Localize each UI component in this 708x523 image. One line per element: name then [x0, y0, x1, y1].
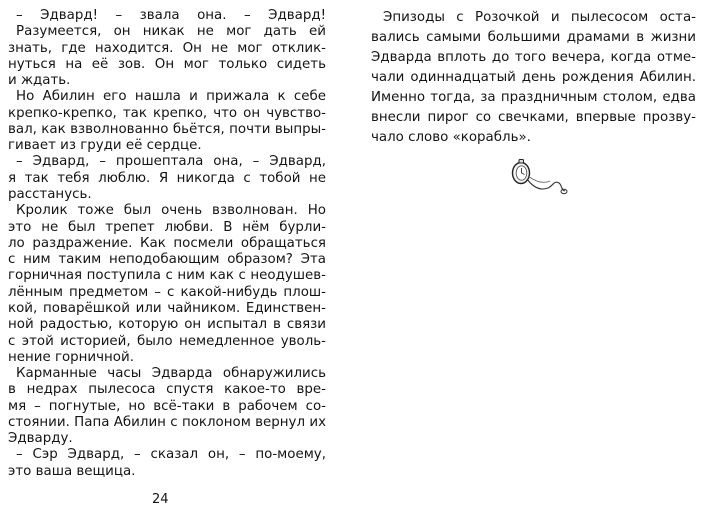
page-number: 24	[152, 492, 169, 507]
text-line: и ждать.	[8, 73, 71, 89]
text-line: с этой историей, было немедленное уволь-	[8, 333, 326, 349]
pocket-watch-icon	[506, 156, 574, 198]
text-line: чало слово «корабль».	[371, 130, 531, 145]
text-line: Кролик тоже был очень взволнован. Но	[16, 203, 326, 219]
text-line: кой, поварёшкой или чайником. Единствен-	[8, 300, 326, 316]
text-line: Но Абилин его нашла и прижала к себе	[16, 89, 326, 105]
text-line: это не был трепет любви. В нём бурли-	[8, 219, 326, 235]
text-line: – Эдвард, – прошептала она, – Эдвард,	[16, 154, 326, 170]
text-line: в недрах пылесоса спустя какое-то вре-	[8, 382, 326, 398]
text-line: вались самыми большими драмами в жизни	[371, 30, 696, 45]
text-line: вал, как взволнованно бьётся, почти выпры-	[8, 121, 326, 137]
text-line: стоянии. Папа Абилин с поклоном вернул их	[8, 414, 326, 430]
text-line: Эдварду.	[8, 431, 73, 447]
text-line: крепко-крепко, так крепко, что он чувство-	[8, 105, 326, 121]
text-line: знать, где находится. Он не мог отклик-	[8, 40, 326, 56]
text-line: нение горничной.	[8, 349, 134, 365]
text-line: – Эдвард! – звала она. – Эдвард!	[16, 8, 326, 23]
text-line: чали одиннадцатый день рождения Абилин.	[371, 70, 696, 85]
text-line: Разумеется, он никак не мог дать ей	[16, 24, 326, 40]
text-line: – Сэр Эдвард, – сказал он, – по-моему,	[16, 447, 326, 463]
text-line: Эдварда вплоть до того вечера, когда отме-	[371, 50, 696, 65]
text-line: я так тебя люблю. Я никогда с тобой не	[8, 170, 326, 186]
text-line: гивает из груди её сердце.	[8, 138, 202, 154]
text-line: внесли пирог со свечками, впервые прозву-	[371, 110, 696, 125]
text-line: лённым предметом – с какой-нибудь плош-	[8, 284, 326, 300]
text-line: ной радостью, которую он испытал в связи	[8, 317, 326, 333]
text-line: с ним таким неподобающим образом? Эта	[8, 252, 326, 268]
text-line: это ваша вещица.	[8, 463, 136, 479]
text-line: горничная поступила с ним как с неодушев-	[8, 268, 326, 284]
text-line: мя – погнутые, но всё-таки в рабочем со-	[8, 398, 326, 414]
text-line: ло раздражение. Как посмели обращаться	[8, 235, 326, 251]
text-line: нуться на её зов. Он мог только сидеть	[8, 56, 326, 72]
text-line: Именно тогда, за праздничным столом, едва	[371, 90, 696, 105]
text-line: Карманные часы Эдварда обнаружились	[16, 366, 326, 382]
text-line: расстанусь.	[8, 187, 92, 203]
text-line: Эпизоды с Розочкой и пылесосом оста-	[383, 10, 696, 25]
